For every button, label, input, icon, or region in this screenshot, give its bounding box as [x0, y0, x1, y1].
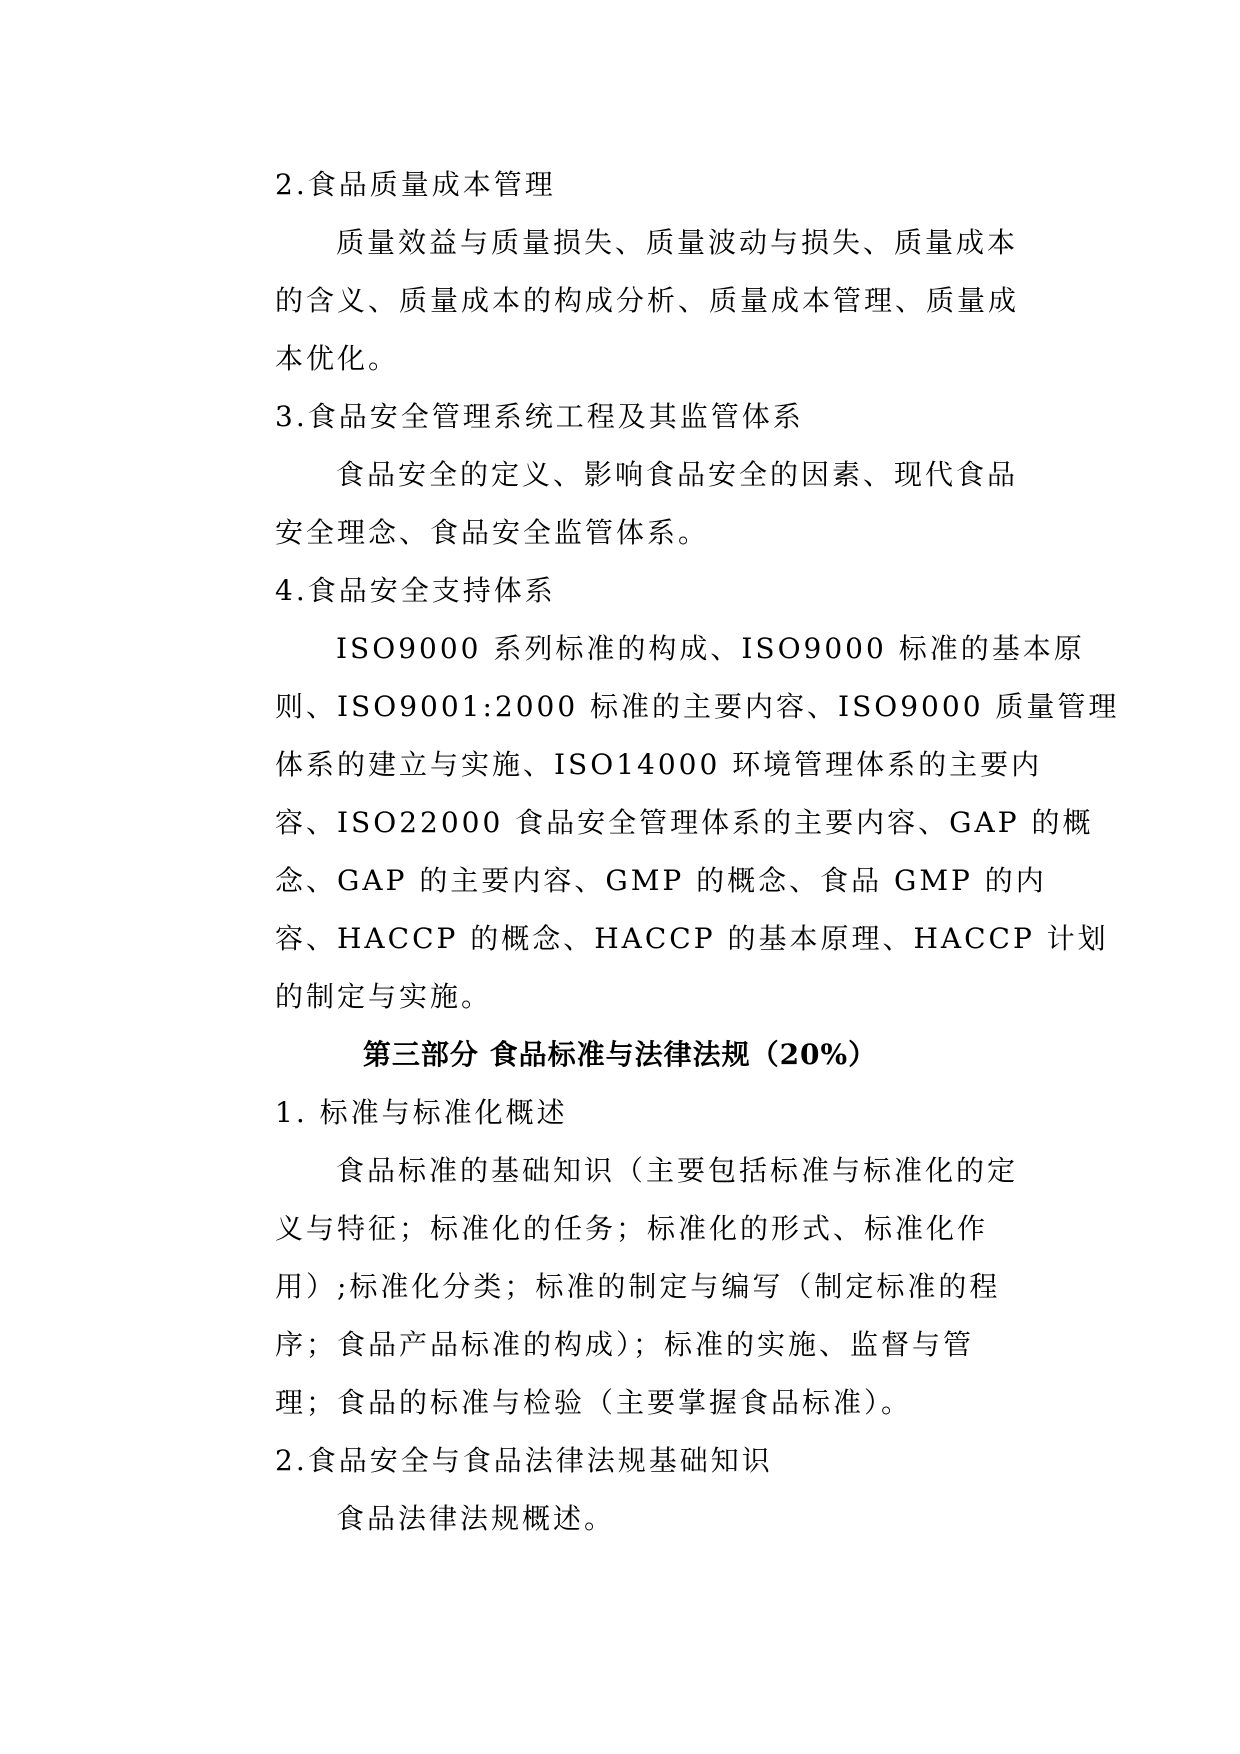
- paragraph-line: 食品标准的基础知识（主要包括标准与标准化的定: [336, 1154, 1019, 1187]
- paragraph-line: 体系的建立与实施、ISO14000 环境管理体系的主要内: [275, 748, 1043, 781]
- paragraph-line: 的制定与实施。: [275, 980, 493, 1013]
- section-heading-2b: 2.食品安全与食品法律法规基础知识: [275, 1444, 773, 1477]
- paragraph-line: 食品法律法规概述。: [336, 1502, 616, 1535]
- paragraph-line: 念、GAP 的主要内容、GMP 的概念、食品 GMP 的内: [275, 864, 1047, 897]
- paragraph-line: 食品安全的定义、影响食品安全的因素、现代食品: [336, 458, 1019, 491]
- section-heading-2: 2.食品质量成本管理: [275, 168, 556, 201]
- paragraph-line: 的含义、质量成本的构成分析、质量成本管理、质量成: [275, 284, 1020, 317]
- paragraph-line: 本优化。: [275, 342, 400, 375]
- paragraph-line: 容、HACCP 的概念、HACCP 的基本原理、HACCP 计划: [275, 922, 1109, 955]
- section-heading-1: 1. 标准与标准化概述: [275, 1096, 568, 1129]
- paragraph-line: 容、ISO22000 食品安全管理体系的主要内容、GAP 的概: [275, 806, 1094, 839]
- section-heading-4: 4.食品安全支持体系: [275, 574, 556, 607]
- section-heading-3: 3.食品安全管理系统工程及其监管体系: [275, 400, 804, 433]
- paragraph-line: 用）;标准化分类；标准的制定与编写（制定标准的程: [275, 1270, 1001, 1303]
- paragraph-line: 则、ISO9001:2000 标准的主要内容、ISO9000 质量管理: [275, 690, 1120, 723]
- paragraph-line: 序；食品产品标准的构成）；标准的实施、监督与管: [275, 1328, 975, 1361]
- paragraph-line: 安全理念、食品安全监管体系。: [275, 516, 710, 549]
- paragraph-line: ISO9000 系列标准的构成、ISO9000 标准的基本原: [336, 632, 1085, 665]
- paragraph-line: 理；食品的标准与检验（主要掌握食品标准）。: [275, 1386, 913, 1419]
- part-title: 第三部分 食品标准与法律法规（20%）: [362, 1038, 878, 1071]
- paragraph-line: 义与特征；标准化的任务；标准化的形式、标准化作: [275, 1212, 989, 1245]
- paragraph-line: 质量效益与质量损失、质量波动与损失、质量成本: [336, 226, 1019, 259]
